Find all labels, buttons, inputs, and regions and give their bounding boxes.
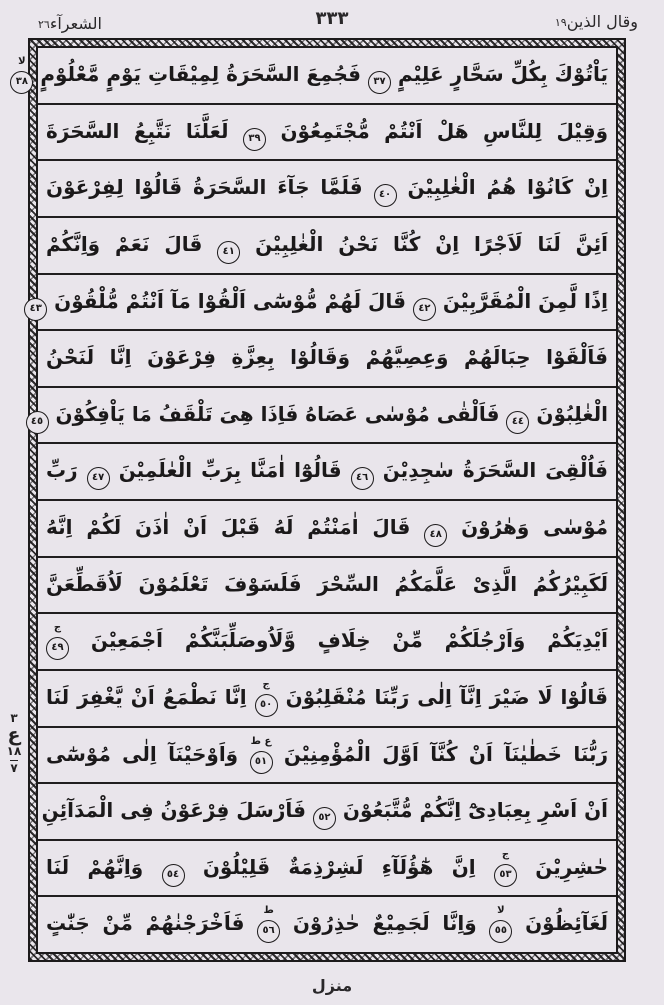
juz-name-label — [555, 12, 638, 31]
quran-text-line — [38, 614, 616, 671]
ayah-number-medallion — [26, 411, 49, 434]
ayah-text: قَالُوْٓا اٰمَنَّا بِرَبِّ الْعٰلَمِيْنَ — [118, 458, 342, 483]
ayah-text: مُوْسٰى وَهٰرُوْنَ — [461, 515, 608, 539]
waqf-stop-mark: ط — [263, 905, 274, 917]
ayah-number: ٤١ — [222, 245, 235, 257]
ayah-text: رَبِّ — [46, 458, 78, 483]
ayah-number-medallion — [351, 467, 374, 490]
ayah-number: ٣٧ — [373, 76, 386, 87]
ayah-number: ٤٨ — [429, 529, 442, 540]
ayah-text: وَاِنَّهُمْ لَنَا — [46, 854, 144, 879]
waqf-stop-mark: لا — [497, 905, 505, 917]
ayah-text: لَغَآئِظُوْنَ — [525, 911, 609, 936]
ayah-number-medallion — [24, 298, 47, 321]
ayah-text: يَاْتُوْكَ بِكُلِّ سَحَّارٍ عَلِيْمٍ — [397, 62, 608, 86]
margin-ruku-marker — [2, 712, 26, 775]
ayah-number: ٤٦ — [356, 472, 369, 484]
ayah-number: ٥٤ — [166, 868, 180, 880]
ayah-number-medallion — [424, 524, 447, 547]
surah-name-text: الشعرآء — [49, 14, 102, 33]
ayah-text: فَاَلْقٰى مُوْسٰى عَصَاهُ فَاِذَا هِىَ تَلْقَفُ مَا يَاْفِكُوْنَ — [55, 401, 500, 426]
ayah-number: ٣٨ — [15, 76, 28, 87]
quran-text-line — [30, 388, 616, 445]
quran-text-line — [38, 897, 616, 952]
ayah-text: اِنَّ هٰٓؤُلَآءِ لَشِرْذِمَةٌ قَلِيْلُوْنَ — [202, 854, 476, 879]
ayah-text: وَقِيْلَ لِلنَّاسِ هَلْ اَنْتُمْ مُّجْتَمِعُوْنَ — [280, 118, 609, 143]
ayah-number: ٤٩ — [51, 642, 64, 654]
ayah-text: فَلَمَّا جَآءَ السَّحَرَةُ قَالُوْا لِفِرْعَوْنَ — [46, 175, 363, 200]
ayah-text: اِنَّا نَطْمَعُ اَنْ يَّغْفِرَ لَنَا — [46, 684, 247, 709]
ayah-text: فَاَرْسَلَ فِرْعَوْنُ فِى الْمَدَآئِنِ — [41, 798, 306, 823]
ayah-number: ٤٧ — [92, 472, 105, 484]
ayah-number-medallion — [374, 184, 397, 207]
quran-text-line — [38, 444, 616, 501]
quran-text-line — [38, 331, 616, 388]
ayah-number: ٥٦ — [262, 925, 275, 937]
ayah-number: ٥٣ — [499, 868, 512, 880]
ayah-number-medallion — [46, 622, 69, 660]
quran-text-line — [38, 218, 616, 275]
ayah-text: اَيْدِيَكُمْ وَاَرْجُلَكُمْ مِّنْ خِلَافٍ وَّلَاُوصَلِّبَنَّكُمْ اَجْمَعِيْنَ — [90, 628, 608, 653]
ayah-text: اِذًا لَّمِنَ الْمُقَرَّبِيْنَ — [442, 288, 608, 313]
surah-number: ٢٦ — [38, 18, 50, 31]
ayah-number-medallion — [250, 735, 273, 774]
ayah-text: لَكَبِيْرُكُمُ الَّذِىْ عَلَّمَكُمُ السِّحْرَ فَلَسَوْفَ تَعْلَمُوْنَ لَاُقَطِّعَنَّ — [46, 571, 608, 596]
ayah-number: ٤٤ — [511, 415, 525, 427]
ayah-number-medallion — [162, 864, 185, 887]
quran-text-line — [38, 784, 616, 841]
ayah-text: اَئِنَّ لَنَا لَاَجْرًا اِنْ كُنَّا نَحْنُ الْغٰلِبِيْنَ — [255, 231, 609, 256]
ayah-number: ٤٥ — [30, 415, 44, 427]
ruku-upper-number: ١٨ — [6, 743, 22, 758]
ayah-text: وَاَوْحَيْنَآ اِلٰى مُوْسٰٓى — [46, 741, 239, 766]
ayah-text: اَنْ اَسْرِ بِعِبَادِىْٓ اِنَّكُمْ مُّتَّبَعُوْنَ — [342, 798, 608, 823]
ayah-text: فَاَخْرَجْنٰهُمْ مِّنْ جَنّٰتٍ — [46, 911, 245, 936]
ruku-lower-number: ٧ — [10, 760, 18, 775]
ornamental-border-frame — [15, 38, 626, 962]
ayah-text: حٰشِرِيْنَ — [535, 854, 609, 879]
ayah-number-medallion — [255, 678, 278, 717]
ayah-number-medallion — [257, 905, 280, 943]
ayah-text: قَالُوْا لَا ضَيْرَ اِنَّآ اِلٰى رَبِّنَا مُنْقَلِبُوْنَ — [285, 684, 608, 709]
ayah-number-medallion — [413, 298, 436, 321]
ayah-number-medallion — [489, 905, 512, 943]
ayah-number: ٤٠ — [378, 189, 392, 201]
quran-text-line — [38, 161, 616, 218]
juz-name-text: وقال الذين — [566, 12, 638, 31]
ruku-count: ٣ — [10, 711, 18, 725]
quran-text-line — [38, 671, 616, 728]
quran-text-line — [15, 48, 616, 105]
ayah-text: قَالَ نَعَمْ وَاِنَّكُمْ — [46, 231, 203, 256]
ayah-number-medallion — [494, 848, 517, 887]
ayah-text: فَجُمِعَ السَّحَرَةُ لِمِيْقَاتِ يَوْمٍ مَّعْلُوْمٍ — [40, 62, 361, 86]
ayah-text: وَاِنَّا لَجَمِيْعٌ حٰذِرُوْنَ — [292, 911, 477, 936]
ayah-text: فَاُلْقِىَ السَّحَرَةُ سٰجِدِيْنَ — [382, 458, 609, 483]
quran-text-line — [38, 558, 616, 615]
ayah-text: قَالَ لَهُمْ مُّوْسٰٓى اَلْقُوْا مَآ اَنْتُمْ مُّلْقُوْنَ — [54, 288, 406, 313]
ayah-text: رَبُّنَا خَطٰيٰنَآ اَنْ كُنَّآ اَوَّلَ الْمُؤْمِنِيْنَ — [283, 741, 609, 766]
ayah-number: ٥٢ — [318, 812, 331, 824]
ayah-number-medallion — [313, 807, 336, 830]
ayah-number-medallion — [243, 128, 266, 151]
page-number: ٣٣٣ — [315, 8, 349, 29]
ayah-number-medallion — [506, 411, 529, 434]
page-header — [0, 6, 664, 38]
ayah-number-medallion — [10, 56, 33, 94]
ayah-number-medallion — [368, 71, 391, 94]
ayah-number: ٤٣ — [29, 302, 42, 314]
quran-text-block — [15, 46, 618, 954]
ayah-text: قَالَ اٰمَنْتُمْ لَهُ قَبْلَ اَنْ اٰذَنَ لَكُمْ اِنَّهُ — [46, 515, 411, 539]
ayah-number: ٤٢ — [418, 302, 431, 314]
quran-text-line — [38, 501, 616, 558]
waqf-stop-mark: ج — [501, 848, 510, 860]
ayah-number-medallion — [217, 241, 240, 264]
ruku-ain-symbol: ع — [7, 723, 21, 746]
ayah-text: فَاَلْقَوْا حِبَالَهُمْ وَعِصِيَّهُمْ وَقَالُوْا بِعِزَّةِ فِرْعَوْنَ اِنَّا لَنَحْنُ — [46, 345, 608, 370]
quran-text-line — [38, 105, 616, 162]
quran-text-line — [29, 275, 616, 332]
surah-name-label — [38, 14, 102, 33]
ayah-number: ٥٠ — [260, 698, 273, 710]
quran-text-line — [38, 728, 616, 785]
ayah-text: الْغٰلِبُوْنَ — [536, 401, 608, 426]
waqf-stop-mark: لا — [18, 56, 26, 67]
waqf-stop-mark: ج — [53, 622, 62, 634]
quran-text-line — [38, 841, 616, 898]
juz-number: ١٩ — [554, 16, 567, 29]
ayah-number-medallion — [87, 467, 110, 490]
ayah-number: ٥١ — [254, 755, 268, 767]
ayah-text: لَعَلَّنَا نَتَّبِعُ السَّحَرَةَ — [46, 118, 229, 143]
ayah-number: ٣٩ — [248, 132, 261, 144]
waqf-stop-mark: ع ط — [250, 735, 272, 747]
waqf-stop-mark: ج — [262, 678, 270, 690]
ayah-text: اِنْ كَانُوْا هُمُ الْغٰلِبِيْنَ — [407, 175, 609, 200]
catchword: منزل — [311, 976, 353, 995]
ayah-number: ٥٥ — [494, 925, 508, 937]
